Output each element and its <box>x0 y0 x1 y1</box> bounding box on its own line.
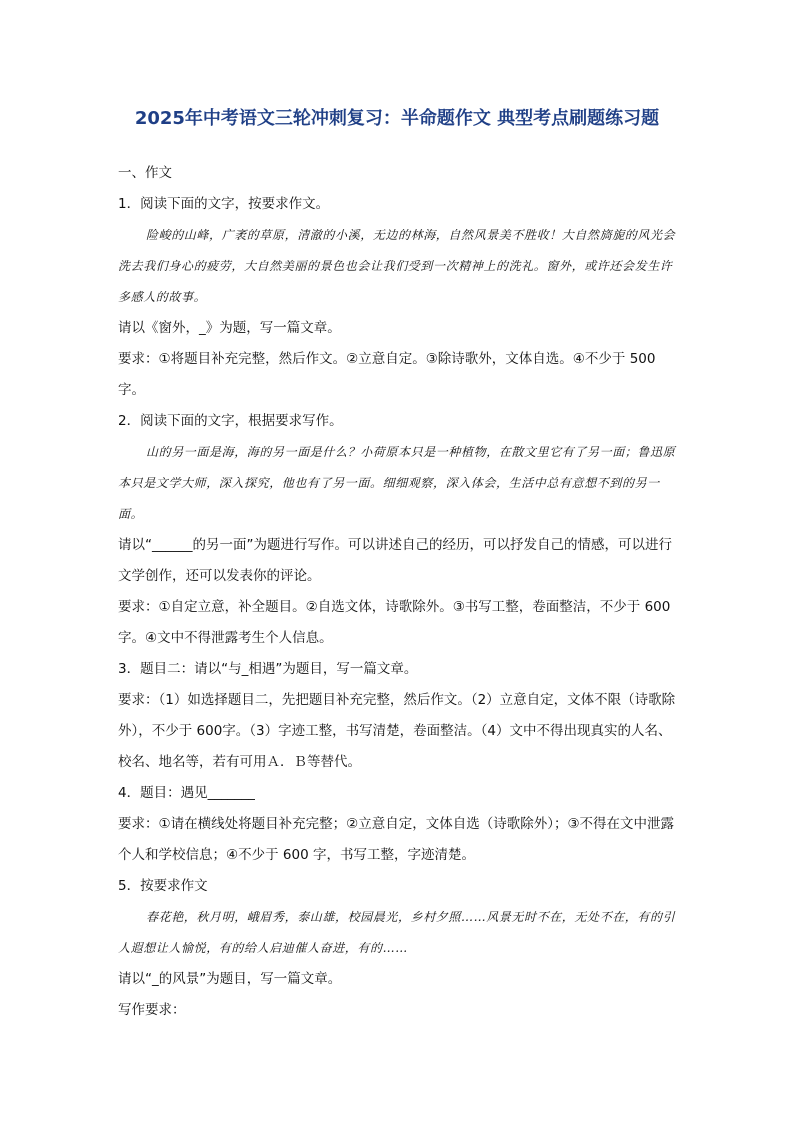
question-2-passage: 山的另一面是海，海的另一面是什么？小荷原本只是一种植物，在散文里它有了另一面；鲁迅原本只是文学大师，深入探究，他也有了另一面。细细观察，深入体会，生活中总有意想不到的另一面。 <box>118 445 676 521</box>
section-heading: 一、作文 <box>118 165 172 181</box>
question-5-instruction: 请以“_的风景”为题目，写一篇文章。 <box>118 971 342 987</box>
document-body <box>118 158 676 1026</box>
question-2-instruction: 请以“______的另一面”为题进行写作。可以讲述自己的经历，可以抒发自己的情感，可以进行文学创作，还可以发表你的评论。 <box>118 537 672 584</box>
question-2-prompt: 2．阅读下面的文字，根据要求写作。 <box>118 413 343 429</box>
question-5-passage: 春花艳，秋月明，峨眉秀，泰山雄，校园晨光，乡村夕照……风景无时不在，无处不在，有的引人遐想让人愉悦，有的给人启迪催人奋进，有的…… <box>118 910 676 955</box>
question-1-prompt: 1．阅读下面的文字，按要求作文。 <box>118 196 330 212</box>
question-2 <box>118 406 676 654</box>
question-1 <box>118 189 676 406</box>
question-1-requirement: 要求：①将题目补充完整，然后作文。②立意自定。③除诗歌外，文体自选。④不少于 500字。 <box>118 351 656 398</box>
question-3-prompt: 3．题目二：请以“与_相遇”为题目，写一篇文章。 <box>118 661 418 677</box>
question-4 <box>118 778 676 871</box>
page-title: 2025年中考语文三轮冲刺复习：半命题作文 典型考点刷题练习题 <box>134 108 660 129</box>
question-1-instruction: 请以《窗外，_》为题，写一篇文章。 <box>118 320 341 336</box>
question-3-requirement: 要求：（1）如选择题目二，先把题目补充完整，然后作文。（2）立意自定，文体不限（诗歌除外），不少于 600字。（3）字迹工整，书写清楚，卷面整洁。（4）文中不得出现真实的人名、校名、地名等，若有可用Ａ．Ｂ等替代。 <box>118 692 676 770</box>
question-5-prompt: 5．按要求作文 <box>118 878 208 894</box>
question-5 <box>118 871 676 1026</box>
question-3 <box>118 654 676 778</box>
question-5-requirement: 写作要求： <box>118 1002 186 1018</box>
question-4-requirement: 要求：①请在横线处将题目补充完整；②立意自定，文体自选（诗歌除外）；③不得在文中泄露个人和学校信息；④不少于 600 字，书写工整，字迹清楚。 <box>118 816 675 863</box>
question-2-requirement: 要求：①自定立意，补全题目。②自选文体，诗歌除外。③书写工整，卷面整洁，不少于 600 字。④文中不得泄露考生个人信息。 <box>118 599 671 646</box>
question-4-prompt: 4．题目：遇见_______ <box>118 785 255 801</box>
question-1-passage: 险峻的山峰，广袤的草原，清澈的小溪，无边的林海，自然风景美不胜收！大自然旖旎的风光会洗去我们身心的疲劳，大自然美丽的景色也会让我们受到一次精神上的洗礼。窗外，或许还会发生许多感人的故事。 <box>118 228 676 304</box>
